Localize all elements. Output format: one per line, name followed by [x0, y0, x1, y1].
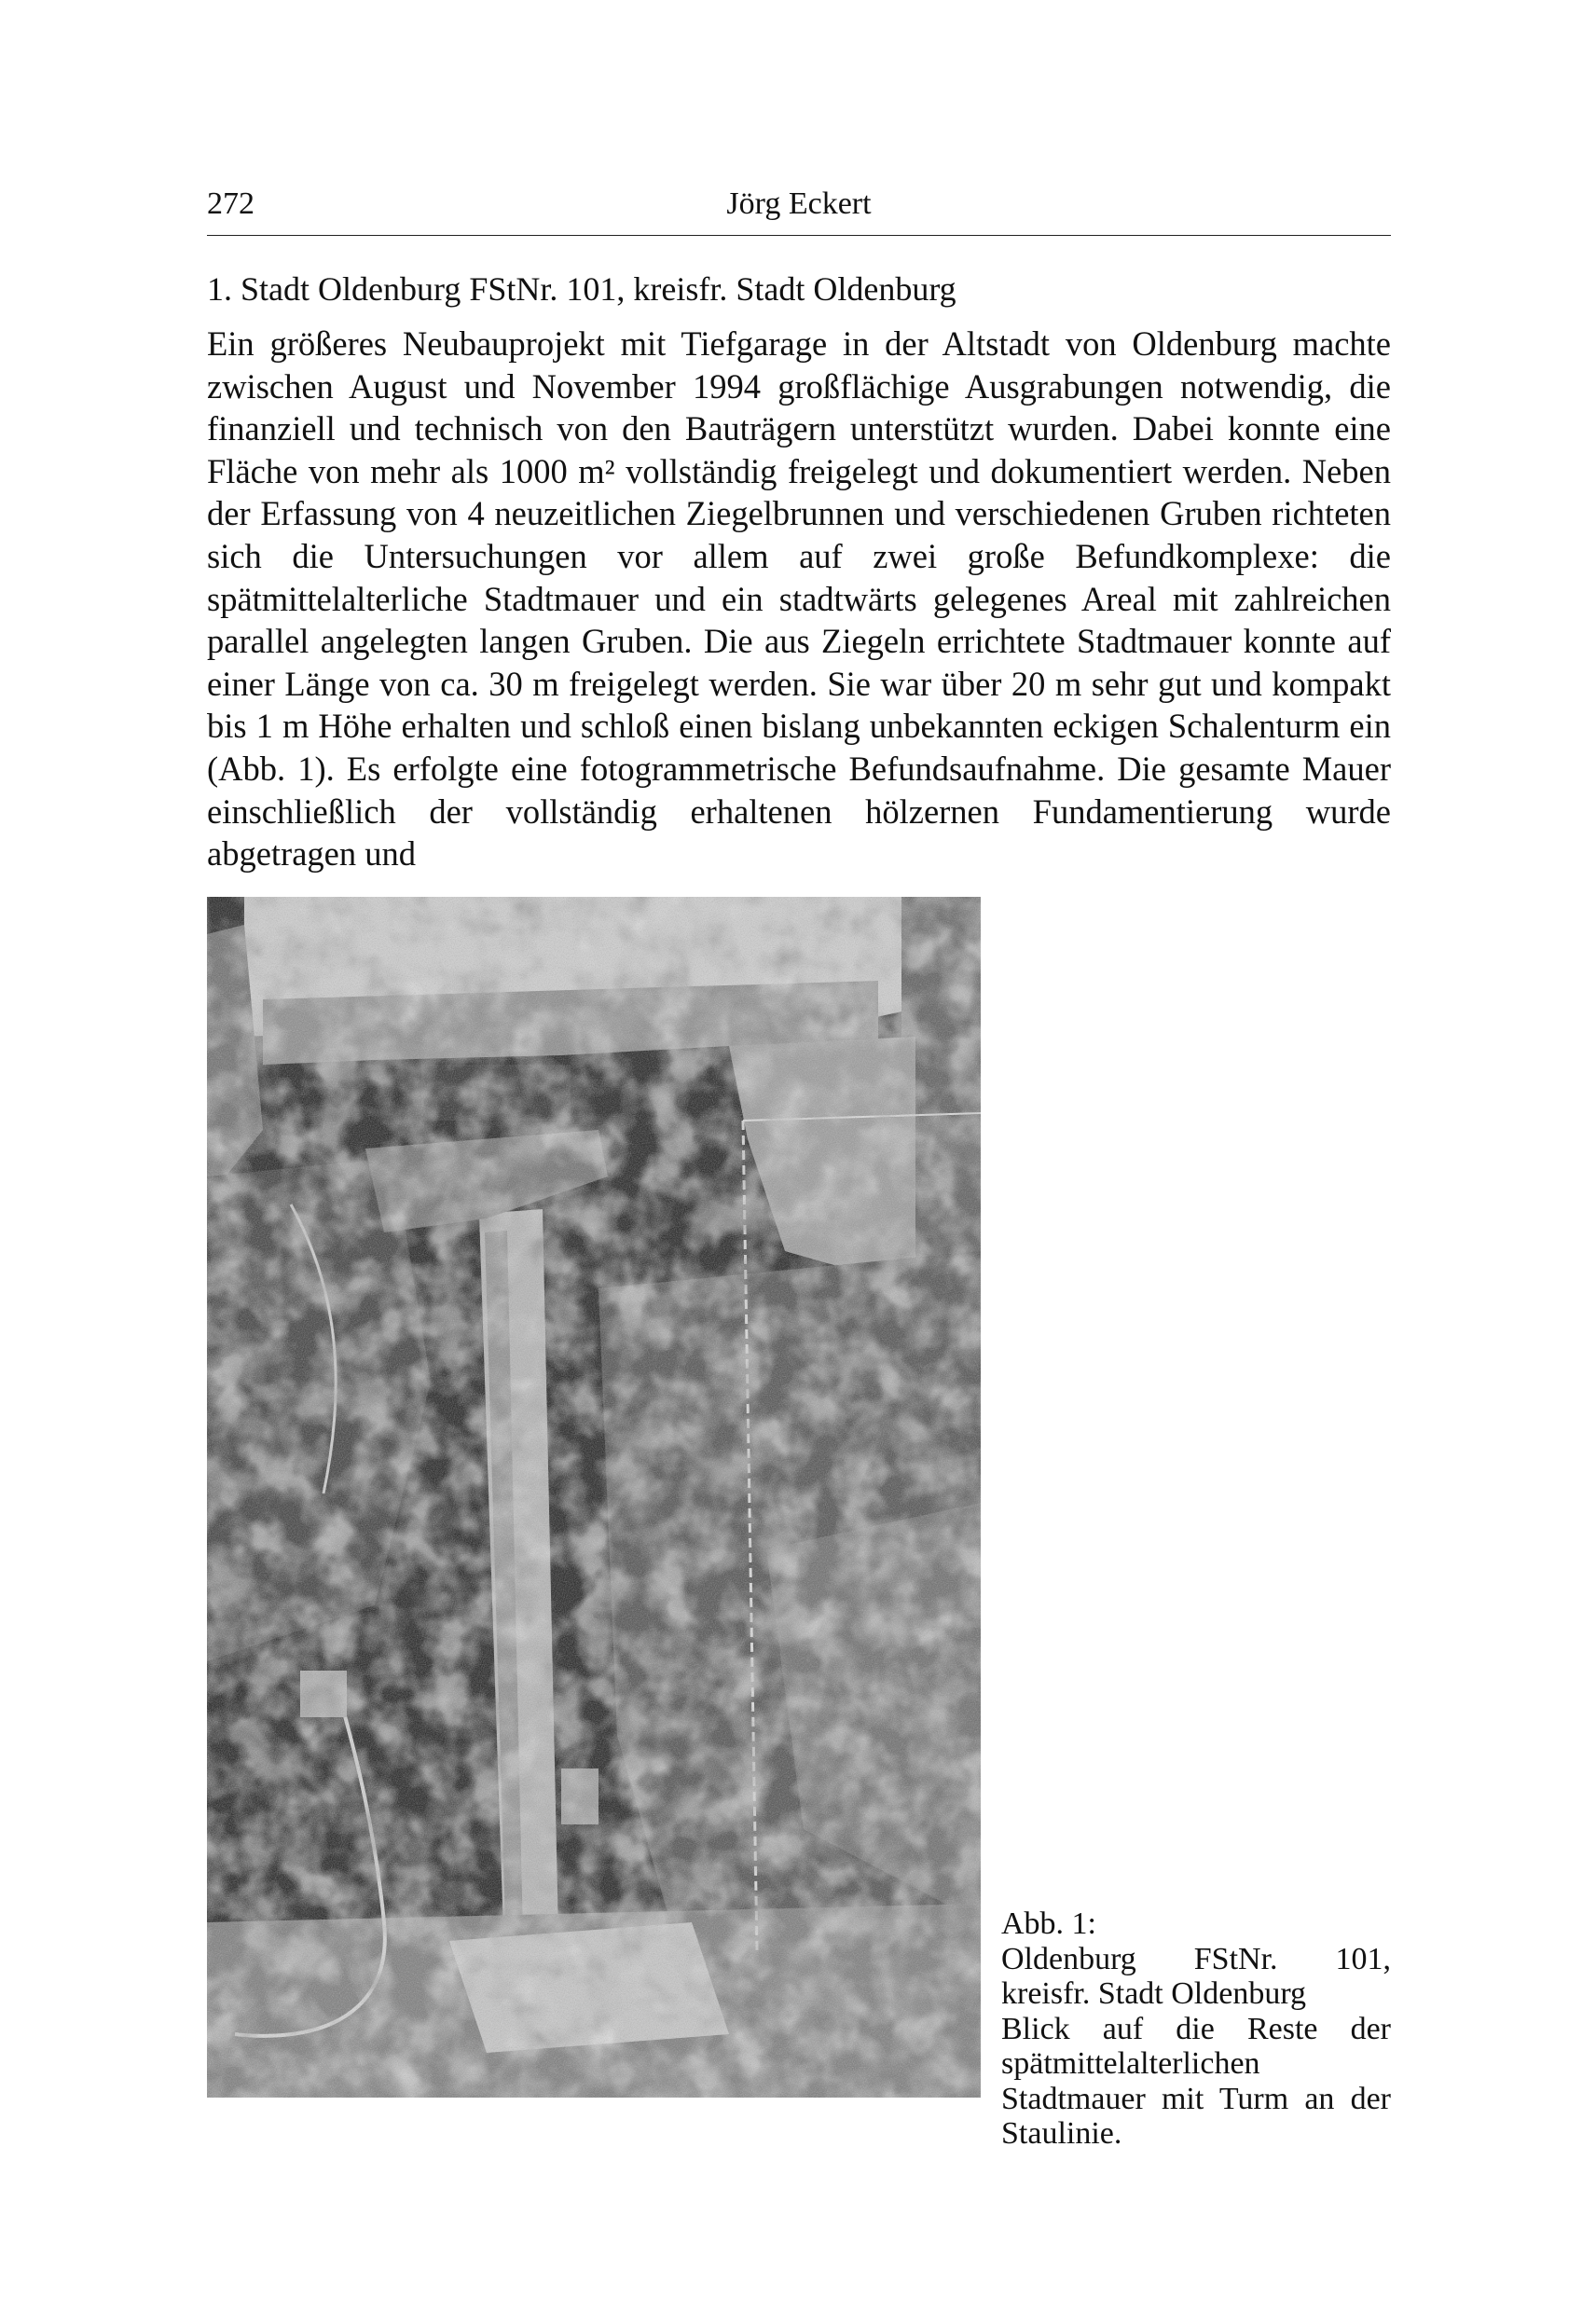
caption-line-1: Oldenburg FStNr. 101,: [1001, 1941, 1391, 1976]
page-number: 272: [207, 186, 255, 221]
body-paragraph: Ein größeres Neubauprojekt mit Tiefgarage in der Altstadt von Oldenburg machte zwischen August und November 1994 großflächige Ausgrabungen notwendig, die finanziell und technisch von den Bauträgern unterstützt wurden. Dabei konnte eine Fläche von mehr als 1000 m² vollständig freigelegt und dokumentiert werden. Neben der Erfassung von 4 neuzeitlichen Ziegelbrunnen und verschiedenen Gruben richteten sich die Untersuchungen vor allem auf zwei große Befundkomplexe: die spätmittelalterliche Stadtmauer und ein stadtwärts gelegenes Areal mit zahlreichen parallel angelegten langen Gruben. Die aus Ziegeln errichtete Stadtmauer konnte auf einer Länge von ca. 30 m freigelegt werden. Sie war über 20 m sehr gut und kompakt bis 1 m Höhe erhalten und schloß einen bislang unbekannten eckigen Schalenturm ein (Abb. 1). Es erfolgte eine fotogrammetrische Befundsaufnahme. Die gesamte Mauer einschließlich der vollständig erhaltenen hölzernen Fundamentierung wurde abgetragen und: [207, 324, 1391, 874]
caption-line-2: kreisfr. Stadt Oldenburg: [1001, 1976, 1307, 2011]
excavation-photo: [207, 897, 981, 2098]
section-heading: 1. Stadt Oldenburg FStNr. 101, kreisfr. Stadt Oldenburg: [207, 270, 956, 308]
page-header: [207, 183, 1391, 236]
caption-line-3: Blick auf die Reste der spätmittelalterlichen Stadtmauer mit Turm an der Staulinie.: [1001, 2011, 1391, 2151]
excavation-photo-image: [207, 897, 981, 2098]
running-head: Jörg Eckert: [726, 186, 872, 221]
figure-caption: [1001, 1906, 1391, 2152]
body-text: [207, 323, 1391, 875]
caption-label: Abb. 1:: [1001, 1906, 1096, 1941]
